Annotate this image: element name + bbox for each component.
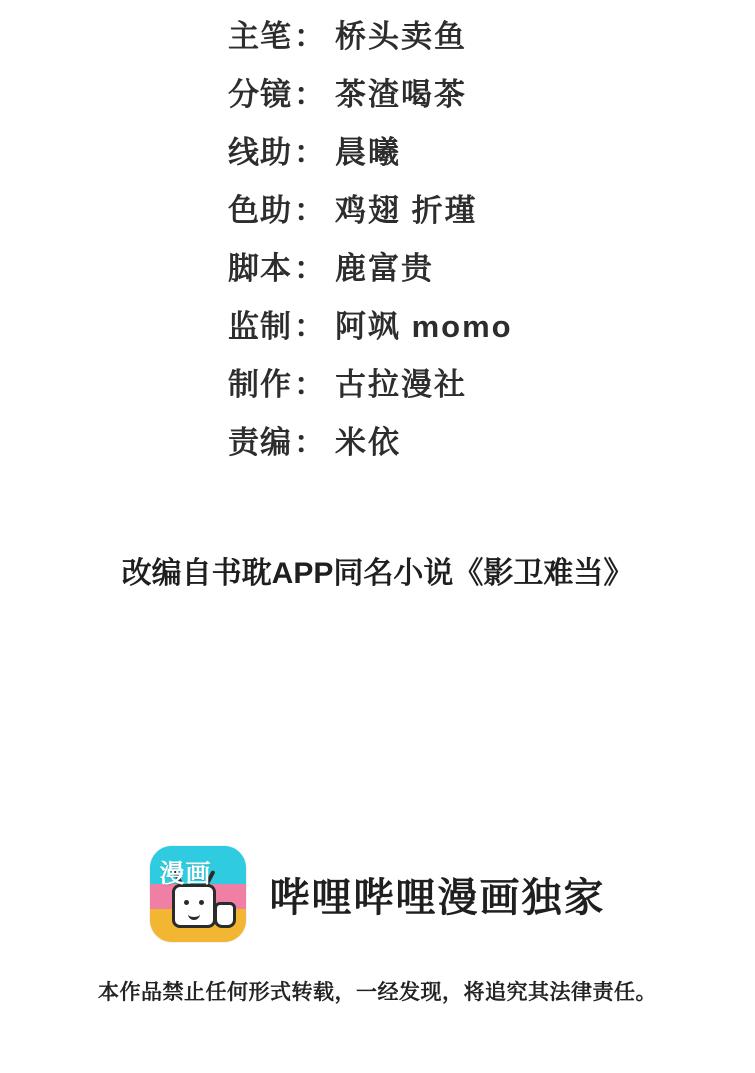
- credits-list: [0, 0, 755, 472]
- credit-label: 分镜: [228, 77, 292, 112]
- copyright-notice: 本作品禁止任何形式转载，一经发现，将追究其法律责任。: [98, 981, 657, 1004]
- brand-row: [0, 846, 755, 942]
- credit-label: 监制: [228, 309, 292, 344]
- credit-value: 鹿富贵: [335, 251, 434, 286]
- credit-value: 茶渣喝茶: [335, 77, 467, 112]
- credit-row: [0, 66, 755, 124]
- brand-exclusive-text: 哔哩哔哩漫画独家: [269, 875, 606, 920]
- mascot-face-icon: [172, 884, 216, 928]
- credit-row: [0, 240, 755, 298]
- credit-colon: ：: [294, 425, 325, 460]
- credit-row: [0, 414, 755, 472]
- mascot-hand-icon: [214, 902, 236, 928]
- credit-colon: ：: [294, 19, 325, 54]
- logo-label: 漫画: [159, 860, 212, 888]
- credit-value: 晨曦: [335, 135, 401, 170]
- credit-colon: ：: [294, 251, 325, 286]
- credit-value: 米依: [335, 425, 401, 460]
- credit-colon: ：: [294, 77, 325, 112]
- credit-value: 桥头卖鱼: [335, 19, 467, 54]
- mascot-mouth-icon: [188, 911, 200, 920]
- credit-value: 阿飒 momo: [335, 309, 513, 344]
- credit-value: 古拉漫社: [335, 367, 467, 402]
- credit-value: 鸡翅 折瑾: [335, 193, 478, 228]
- credit-colon: ：: [294, 309, 325, 344]
- credit-row: [0, 8, 755, 66]
- credit-row: [0, 182, 755, 240]
- credit-label: 责编: [228, 425, 292, 460]
- credit-label: 主笔: [228, 19, 292, 54]
- credit-row: [0, 356, 755, 414]
- bilibili-manga-app-icon: [150, 846, 246, 942]
- credit-label: 色助: [228, 193, 292, 228]
- credit-colon: ：: [294, 367, 325, 402]
- credit-colon: ：: [294, 193, 325, 228]
- credit-colon: ：: [294, 135, 325, 170]
- credit-label: 脚本: [228, 251, 292, 286]
- credit-label: 制作: [228, 367, 292, 402]
- credit-label: 线助: [228, 135, 292, 170]
- adaptation-note: 改编自书耽APP同名小说《影卫难当》: [121, 557, 634, 590]
- credit-row: [0, 298, 755, 356]
- credit-row: [0, 124, 755, 182]
